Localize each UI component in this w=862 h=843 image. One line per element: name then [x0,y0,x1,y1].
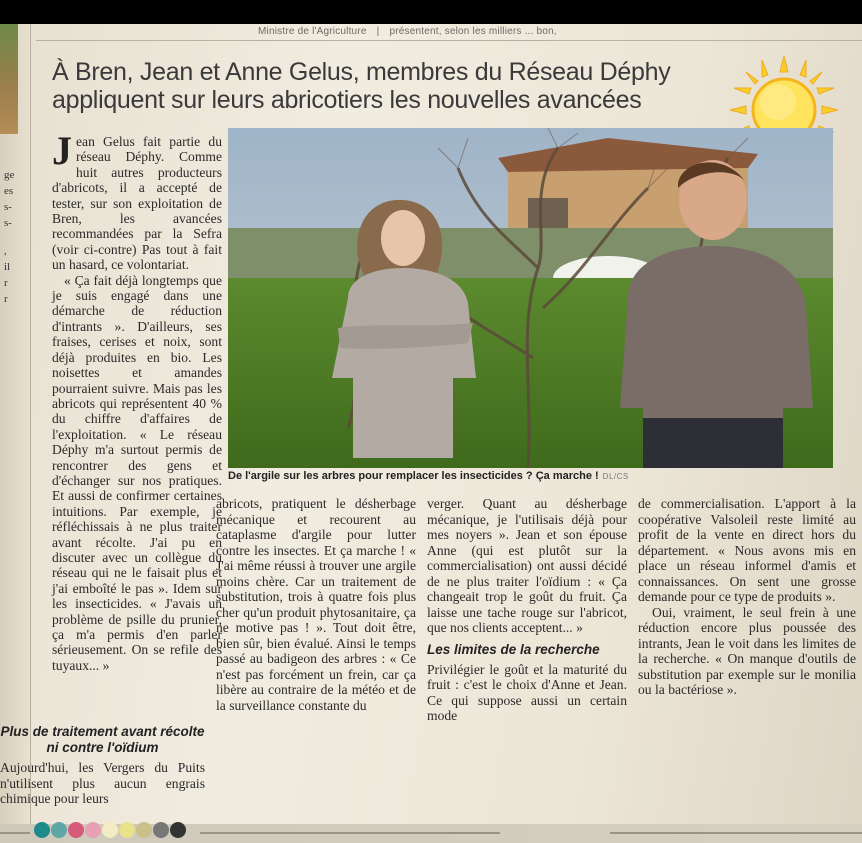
left-fragment: es [4,185,14,197]
left-fragment: r [4,293,8,305]
article-column-1-bottom [0,718,205,807]
header-source: Ministre de l'Agriculture [258,26,367,37]
headline-line-1: À Bren, Jean et Anne Gelus, membres du Réseau Déphy [52,58,671,86]
registration-dot [119,822,135,838]
header-tagline: présentent, selon les milliers ... bon, [389,26,557,37]
headline-line-2: appliquent sur leurs abricotiers les nouvelles avancées [52,86,642,114]
registration-dot [85,822,101,838]
article-column-3 [427,496,627,724]
dropcap: J [52,128,72,173]
registration-dot [153,822,169,838]
subhead-traitement: Plus de traitement avant récolte ni contre l'oïdium [0,724,205,755]
subhead-limites: Les limites de la recherche [427,641,600,657]
newspaper-page [0,24,862,843]
registration-dot [136,822,152,838]
article-lower-columns [0,486,862,826]
footer-rule [0,832,30,834]
left-fragment: , [4,245,7,257]
article-headline [52,58,832,114]
article-paragraph: verger. Quant au désherbage mécanique, je l'utilisais déjà pour mes noyers ». Jean et son épouse Anne (qui est plutôt sur la commercialisation) ont aussi décidé de ne plus traiter l'oïdium : « Ça changeait trop le goût du fruit. Ça laisse une tache rouge sur l'abricot, que nos clients acceptent... » [427,496,627,635]
registration-dot [102,822,118,838]
article-paragraph: de commercialisation. L'apport à la coopérative Valsoleil reste limité au profit de la vente en direct hors du département. « Nous avons mis en place un réseau informel d'amis et connaissances. On sent une grosse demande pour ce type de produits ». [638,496,856,604]
left-fragment: s- [4,217,12,229]
page-header [258,26,557,37]
left-fragment: s- [4,201,12,213]
footer-rule [200,832,500,834]
article-paragraph: Oui, vraiment, le seul frein à une réduction encore plus poussée des intrants, Jean le voit dans les limites de la recherche. « On manque d'outils de substitution par exemple sur le monilia ou la bactériose ». [638,604,856,697]
article-paragraph: ean Gelus fait partie du réseau Déphy. Comme huit autres producteurs d'abricots, il a accepté de tester, sur son exploitation de Bren, les avancées recommandées par la Sefra (voir ci-contre) Pas tout à fait un hasard, ce volontariat. [52,134,222,273]
registration-dot [51,822,67,838]
header-rule [36,40,862,41]
header-separator: | [376,26,380,37]
article-column-4 [638,496,856,698]
article-column-2 [216,496,416,713]
registration-dot [34,822,50,838]
registration-dot [68,822,84,838]
left-fragment: il [4,261,11,273]
caption-text: De l'argile sur les arbres pour remplacer les insecticides ? Ça marche ! [228,470,599,482]
article-paragraph: Privilégier le goût et la maturité du fruit : c'est le choix d'Anne et Jean. Ce qui suppose aussi un certain mode [427,661,627,723]
left-fragment: ge [4,169,15,181]
photo-caption [228,470,629,482]
left-fragment: r [4,277,8,289]
footer-rule [610,832,862,834]
registration-dot [170,822,186,838]
adjacent-page-photo-fragment [0,24,18,134]
article-photo [228,128,833,468]
photo-credit: DL/CS [602,472,629,481]
page-footer-bar [0,824,862,843]
article-paragraph: abricots, pratiquent le désherbage mécanique et recourent au cataplasme d'argile pour lutter contre les insectes. Et ça marche ! « J'ai même réussi à trouver une argile moins chère. Car un traitement de substitution, trois à quatre fois plus cher qu'un produit phytosanitaire, ça ne motive pas ! ». Tout doit être, bien sûr, bien évalué. Ainsi le temps passé au badigeon des arbres : « Ce n'est pas forcément un frein, car ça libère au contraire de la météo et de la surveillance constante du [216,496,416,713]
article-paragraph: « Ça fait déjà longtemps que je suis engagé dans une démarche de réduction d'intrants ». D'ailleurs, ses fraises, cerises et noix, sont déjà produites en bio. Les noisettes et amandes pourraient suivre. Mais pas les abricots qui représentent 40 % du chiffre d'affaires de l'exploitation. « Le réseau Déphy m'a surtout permis de rencontrer des gens et d'échanger sur nos pratiques. Et aussi de confirmer certaines intuitions. Par exemple, je réfléchissais à ne plus traiter avant récolte. J'ai pu en discuter avec un collègue du réseau qui ne le faisait plus et j'ai emboîté le pas ». Idem sur les insecticides. « J'avais un problème de psille du prunier, ça m'a permis d'en parler sérieusement. On se refile des tuyaux... » [52,272,222,673]
article-paragraph: Aujourd'hui, les Vergers du Puits n'utilisent plus aucun engrais chimique pour leurs [0,760,205,806]
